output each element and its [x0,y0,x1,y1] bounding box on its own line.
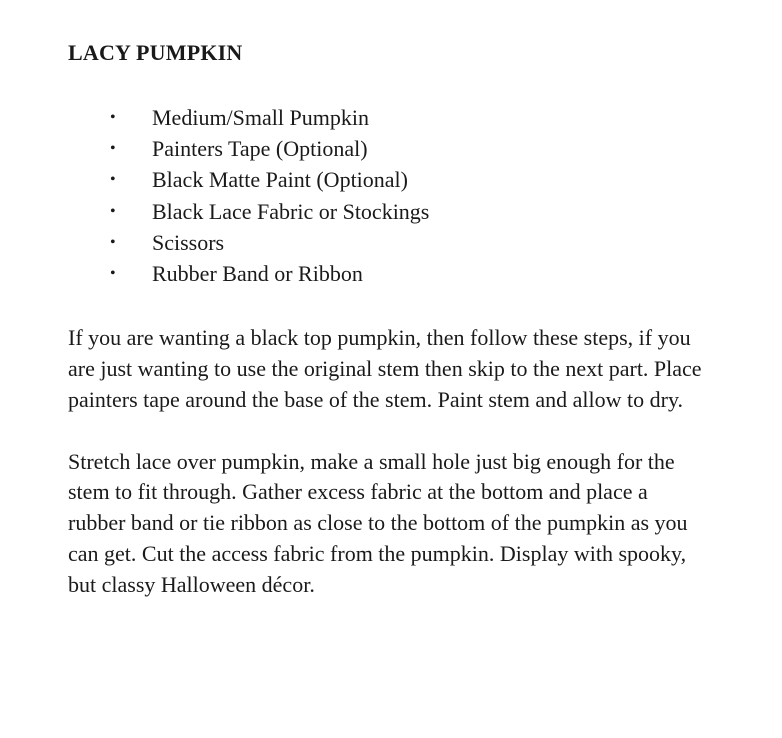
list-item [68,258,768,289]
materials-list [68,102,768,289]
bullet-icon: • [110,109,116,126]
list-item-text: Scissors [152,229,225,255]
list-item [68,164,768,195]
list-item [68,227,768,258]
bullet-icon: • [110,202,116,220]
instructions-paragraph-lace: Stretch lace over pumpkin, make a small hole just big enough for the stem to fit through. Gather excess fabric at the bottom and place a rubber band or tie ribbon as close to the bottom of the pumpkin as you can get. Cut the access fabric from the pumpkin. Display with spooky, but classy Halloween décor. [68,448,688,597]
bullet-icon: • [110,233,116,251]
list-item-text: Painters Tape (Optional) [152,136,368,162]
list-item-text: Medium/Small Pumpkin [152,105,369,130]
bullet-icon: • [110,264,116,282]
instructions-paragraph-stem: If you are wanting a black top pumpkin, then follow these steps, if you are just wanting to use the original stem then skip to the next part. Place painters tape around the base of the stem. Paint stem and allow to dry. [68,325,702,412]
page-title: LACY PUMPKIN [68,40,243,65]
list-item-text: Rubber Band or Ribbon [152,260,363,286]
list-item-text: Black Lace Fabric or Stockings [152,198,430,224]
bullet-icon: • [110,140,116,158]
bullet-icon: • [110,171,116,189]
list-item [68,133,768,164]
list-item [68,102,768,133]
list-item-text: Black Matte Paint (Optional) [152,167,408,193]
document-body [68,38,768,601]
list-item [68,196,768,227]
